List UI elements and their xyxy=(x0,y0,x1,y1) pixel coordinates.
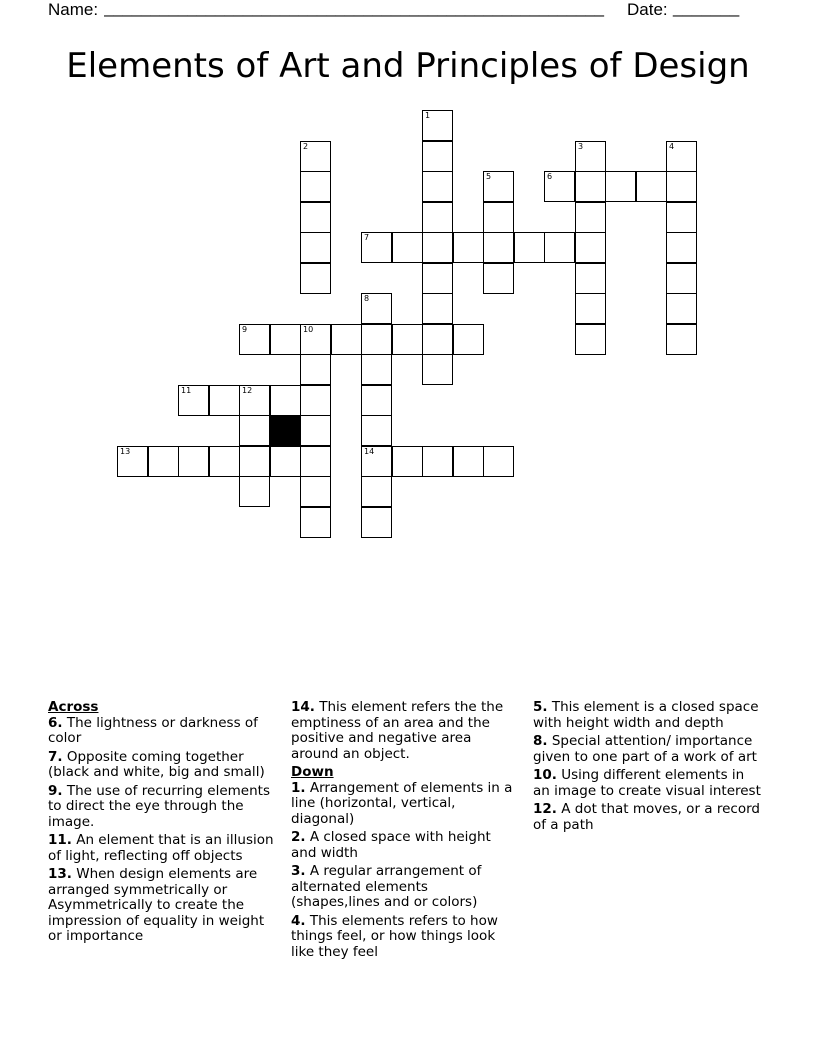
grid-block xyxy=(270,415,301,446)
grid-cell[interactable] xyxy=(422,202,453,233)
page-title: Elements of Art and Principles of Design xyxy=(66,46,750,86)
across-clue: 6. The lightness or darkness of color xyxy=(48,714,258,746)
grid-cell[interactable] xyxy=(361,354,392,385)
clue-number: 2 xyxy=(303,142,309,151)
clue-number: 11 xyxy=(181,386,192,395)
grid-cell[interactable] xyxy=(300,446,331,477)
grid-cell[interactable] xyxy=(300,232,331,263)
down-clue: 5. This element is a closed space with height width and depth xyxy=(533,699,759,731)
clue-number: 7 xyxy=(364,233,370,242)
grid-cell[interactable] xyxy=(422,232,453,263)
grid-cell[interactable] xyxy=(666,293,697,324)
grid-cell[interactable] xyxy=(544,232,575,263)
grid-cell[interactable] xyxy=(575,293,606,324)
down-clue: 1. Arrangement of elements in a line (horizontal, vertical, diagonal) xyxy=(291,779,513,827)
grid-cell[interactable] xyxy=(117,446,148,477)
clue-number: 9 xyxy=(242,325,248,334)
grid-cell[interactable] xyxy=(239,385,270,416)
date-label: Date: xyxy=(627,0,668,19)
grid-cell[interactable] xyxy=(483,232,514,263)
grid-cell[interactable] xyxy=(300,385,331,416)
across-clue: 14. This element refers the the emptiness of an area and the positive and negative area around an object. xyxy=(291,699,504,762)
grid-cell[interactable] xyxy=(270,324,301,355)
grid-cell[interactable] xyxy=(575,171,606,202)
clue-number: 10 xyxy=(303,325,314,334)
clue-number: 3 xyxy=(578,142,584,151)
grid-cell[interactable] xyxy=(392,446,423,477)
grid-cell[interactable] xyxy=(422,141,453,172)
grid-cell[interactable] xyxy=(483,171,514,202)
grid-cell[interactable] xyxy=(422,446,453,477)
date-line[interactable]: _______ xyxy=(673,0,740,17)
clue-number: 14 xyxy=(364,447,375,456)
grid-cell[interactable] xyxy=(575,324,606,355)
down-clue: 4. This elements refers to how things feel, or how things look like they feel xyxy=(291,912,498,960)
clue-number: 1 xyxy=(425,111,431,120)
grid-cell[interactable] xyxy=(575,202,606,233)
grid-cell[interactable] xyxy=(300,171,331,202)
down-clue: 3. A regular arrangement of alternated elements (shapes,lines and or colors) xyxy=(291,863,482,910)
grid-cell[interactable] xyxy=(270,446,301,477)
grid-cell[interactable] xyxy=(300,476,331,507)
grid-cell[interactable] xyxy=(361,446,392,477)
grid-cell[interactable] xyxy=(544,171,575,202)
grid-cell[interactable] xyxy=(209,446,240,477)
grid-cell[interactable] xyxy=(453,232,484,263)
across-heading: Across xyxy=(48,699,99,715)
grid-cell[interactable] xyxy=(422,171,453,202)
grid-cell[interactable] xyxy=(300,141,331,172)
down-clue: 12. A dot that moves, or a record of a path xyxy=(533,801,760,833)
grid-cell[interactable] xyxy=(483,202,514,233)
grid-cell[interactable] xyxy=(300,202,331,233)
across-clue: 11. An element that is an illusion of light, reflecting off objects xyxy=(48,832,274,864)
grid-cell[interactable] xyxy=(392,232,423,263)
grid-cell[interactable] xyxy=(300,415,331,446)
down-clue: 2. A closed space with height and width xyxy=(291,829,491,861)
grid-cell[interactable] xyxy=(483,446,514,477)
grid-cell[interactable] xyxy=(666,202,697,233)
grid-cell[interactable] xyxy=(239,476,270,507)
across-clue: 7. Opposite coming together (black and white, big and small) xyxy=(48,748,265,780)
grid-cell[interactable] xyxy=(300,324,331,355)
clue-number: 4 xyxy=(669,142,675,151)
clue-number: 5 xyxy=(486,172,492,181)
grid-cell[interactable] xyxy=(331,324,362,355)
grid-cell[interactable] xyxy=(239,415,270,446)
grid-cell[interactable] xyxy=(666,141,697,172)
down-heading: Down xyxy=(291,764,334,780)
grid-cell[interactable] xyxy=(514,232,545,263)
grid-cell[interactable] xyxy=(666,171,697,202)
grid-cell[interactable] xyxy=(422,110,453,141)
grid-cell[interactable] xyxy=(178,385,209,416)
grid-cell[interactable] xyxy=(361,293,392,324)
grid-cell[interactable] xyxy=(148,446,179,477)
clues-column-1 xyxy=(48,700,276,948)
grid-cell[interactable] xyxy=(361,385,392,416)
grid-cell[interactable] xyxy=(422,293,453,324)
clues-column-3 xyxy=(533,700,763,836)
grid-cell[interactable] xyxy=(575,263,606,294)
grid-cell[interactable] xyxy=(666,232,697,263)
grid-cell[interactable] xyxy=(422,324,453,355)
grid-cell[interactable] xyxy=(239,446,270,477)
grid-cell[interactable] xyxy=(422,354,453,385)
grid-cell[interactable] xyxy=(361,415,392,446)
grid-cell[interactable] xyxy=(453,446,484,477)
name-label: Name: xyxy=(48,0,99,19)
grid-cell[interactable] xyxy=(666,324,697,355)
grid-cell[interactable] xyxy=(209,385,240,416)
clue-number: 6 xyxy=(547,172,553,181)
grid-cell[interactable] xyxy=(422,263,453,294)
grid-cell[interactable] xyxy=(361,232,392,263)
grid-cell[interactable] xyxy=(636,171,667,202)
clue-number: 8 xyxy=(364,294,370,303)
grid-cell[interactable] xyxy=(483,263,514,294)
clue-number: 13 xyxy=(120,447,131,456)
down-clue: 8. Special attention/ importance given to one part of a work of art xyxy=(533,733,757,765)
grid-cell[interactable] xyxy=(666,263,697,294)
across-clue: 13. When design elements are arranged symmetrically or Asymmetrically to create the impression of equality in weight or importance xyxy=(48,866,265,944)
grid-cell[interactable] xyxy=(392,324,423,355)
grid-cell[interactable] xyxy=(575,232,606,263)
grid-cell[interactable] xyxy=(270,385,301,416)
across-clue: 9. The use of recurring elements to direct the eye through the image. xyxy=(48,782,270,830)
grid-cell[interactable] xyxy=(361,507,392,538)
grid-cell[interactable] xyxy=(453,324,484,355)
grid-cell[interactable] xyxy=(575,141,606,172)
grid-cell[interactable] xyxy=(361,324,392,355)
down-clue: 10. Using different elements in an image to create visual interest xyxy=(533,767,761,799)
grid-cell[interactable] xyxy=(605,171,636,202)
grid-cell[interactable] xyxy=(361,476,392,507)
clues-column-2 xyxy=(291,700,519,963)
grid-cell[interactable] xyxy=(178,446,209,477)
grid-cell[interactable] xyxy=(300,507,331,538)
name-line[interactable]: ______________________________________________________ xyxy=(104,0,604,17)
clue-number: 12 xyxy=(242,386,253,395)
grid-cell[interactable] xyxy=(239,324,270,355)
grid-cell[interactable] xyxy=(300,354,331,385)
grid-cell[interactable] xyxy=(300,263,331,294)
